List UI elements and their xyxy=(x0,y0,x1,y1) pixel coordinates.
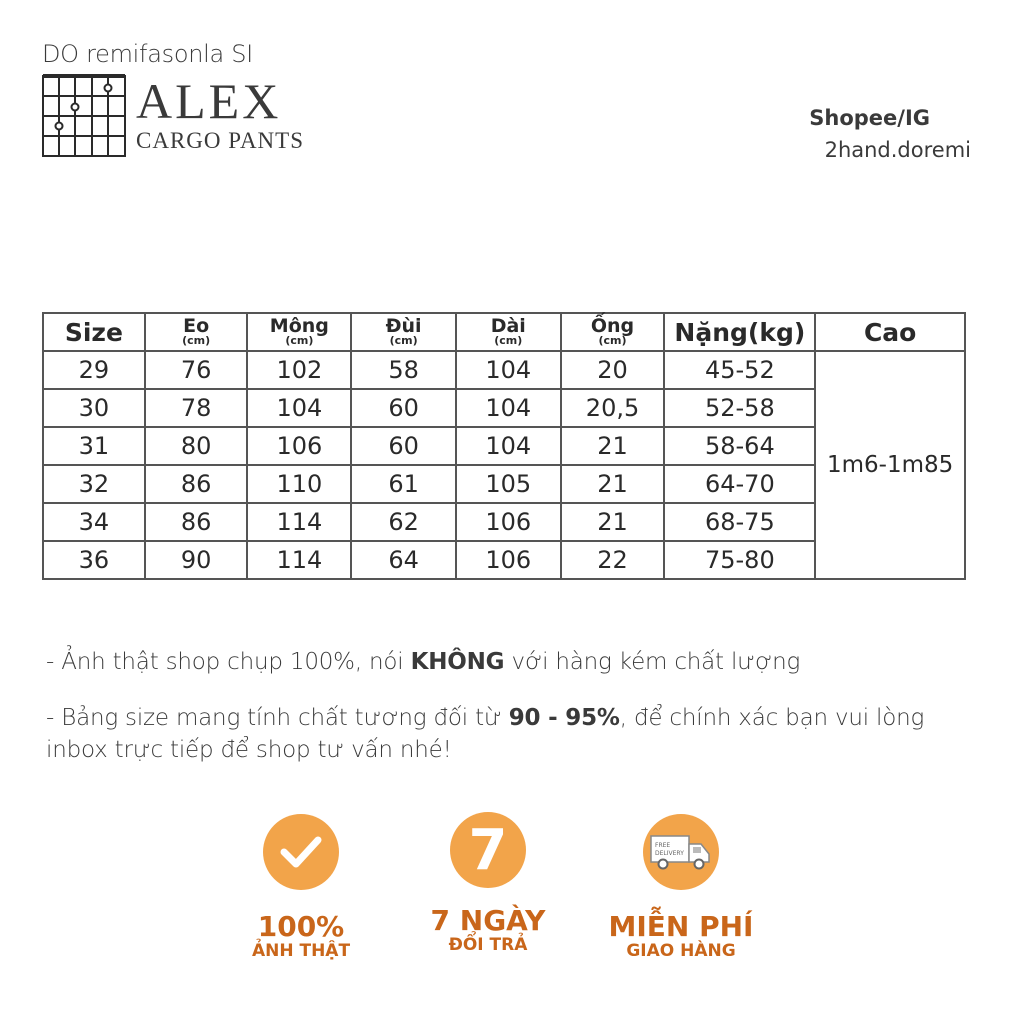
cell-hip: 114 xyxy=(247,541,351,579)
badge-sub-text: ẢNH THẬT xyxy=(251,941,351,961)
cell-leg-opening: 22 xyxy=(561,541,665,579)
seven-day-icon: 7 xyxy=(450,812,526,888)
header-weight: Nặng(kg) xyxy=(664,313,815,351)
badge-free-delivery xyxy=(581,814,781,960)
check-icon xyxy=(263,814,339,890)
cell-thigh: 61 xyxy=(351,465,456,503)
cell-thigh: 58 xyxy=(351,351,456,389)
cell-size: 30 xyxy=(43,389,145,427)
header-waist: Eo (cm) xyxy=(145,313,248,351)
delivery-truck-icon xyxy=(643,814,719,890)
cell-leg-opening: 21 xyxy=(561,503,665,541)
badge-sub-text: GIAO HÀNG xyxy=(626,941,736,961)
badge-seven-day-return xyxy=(388,812,588,954)
badge-main-text: 7 NGÀY xyxy=(430,904,546,937)
cell-hip: 106 xyxy=(247,427,351,465)
cell-length: 104 xyxy=(456,389,561,427)
cell-length: 106 xyxy=(456,541,561,579)
cell-length: 105 xyxy=(456,465,561,503)
header-thigh: Đùi (cm) xyxy=(351,313,456,351)
cell-thigh: 64 xyxy=(351,541,456,579)
cell-weight: 45-52 xyxy=(664,351,815,389)
cell-weight: 68-75 xyxy=(664,503,815,541)
svg-text:FREE: FREE xyxy=(655,842,671,849)
header-length: Dài (cm) xyxy=(456,313,561,351)
badge-sub-text: ĐỔI TRẢ xyxy=(448,935,528,955)
cell-waist: 90 xyxy=(145,541,248,579)
cell-weight: 64-70 xyxy=(664,465,815,503)
cell-weight: 58-64 xyxy=(664,427,815,465)
cell-leg-opening: 20 xyxy=(561,351,665,389)
cell-hip: 114 xyxy=(247,503,351,541)
cell-waist: 86 xyxy=(145,503,248,541)
cell-size: 34 xyxy=(43,503,145,541)
cell-hip: 110 xyxy=(247,465,351,503)
cell-size: 29 xyxy=(43,351,145,389)
product-title: ALEX xyxy=(136,73,282,129)
cell-size: 36 xyxy=(43,541,145,579)
cell-size: 31 xyxy=(43,427,145,465)
cell-leg-opening: 20,5 xyxy=(561,389,665,427)
badge-main-text: MIỄN PHÍ xyxy=(608,910,754,943)
table-row xyxy=(43,351,965,389)
cell-leg-opening: 21 xyxy=(561,465,665,503)
guitar-chord-logo-icon xyxy=(42,74,126,158)
header-leg-opening: Ống (cm) xyxy=(561,313,665,351)
cell-thigh: 60 xyxy=(351,389,456,427)
cell-leg-opening: 21 xyxy=(561,427,665,465)
cell-length: 104 xyxy=(456,351,561,389)
product-subtitle: CARGO PANTS xyxy=(136,128,305,153)
cell-size: 32 xyxy=(43,465,145,503)
note-real-photos: - Ảnh thật shop chụp 100%, nói KHÔNG với hàng kém chất lượng xyxy=(46,649,801,675)
cell-waist: 78 xyxy=(145,389,248,427)
cell-waist: 86 xyxy=(145,465,248,503)
brand-tagline: DO remifasonla SI xyxy=(42,40,253,68)
header-hip: Mông (cm) xyxy=(247,313,351,351)
header-size: Size xyxy=(43,313,145,351)
cell-weight: 52-58 xyxy=(664,389,815,427)
header-height: Cao xyxy=(815,313,965,351)
note-size-accuracy: - Bảng size mang tính chất tương đối từ 90 - 95%, để chính xác bạn vui lòng inbox trực tiếp để shop tư vấn nhé! xyxy=(46,705,925,763)
cell-height-range: 1m6-1m85 xyxy=(815,351,965,579)
cell-thigh: 62 xyxy=(351,503,456,541)
social-label: Shopee/IG xyxy=(809,106,930,130)
cell-length: 106 xyxy=(456,503,561,541)
cell-hip: 102 xyxy=(247,351,351,389)
cell-length: 104 xyxy=(456,427,561,465)
size-table xyxy=(42,312,966,580)
cell-waist: 80 xyxy=(145,427,248,465)
cell-weight: 75-80 xyxy=(664,541,815,579)
badge-main-text: 100% xyxy=(257,910,345,943)
svg-text:DELIVERY: DELIVERY xyxy=(655,850,684,857)
cell-hip: 104 xyxy=(247,389,351,427)
cell-waist: 76 xyxy=(145,351,248,389)
cell-thigh: 60 xyxy=(351,427,456,465)
badge-real-photos xyxy=(201,814,401,960)
table-header-row xyxy=(43,313,965,351)
social-handle: 2hand.doremi xyxy=(824,138,971,162)
